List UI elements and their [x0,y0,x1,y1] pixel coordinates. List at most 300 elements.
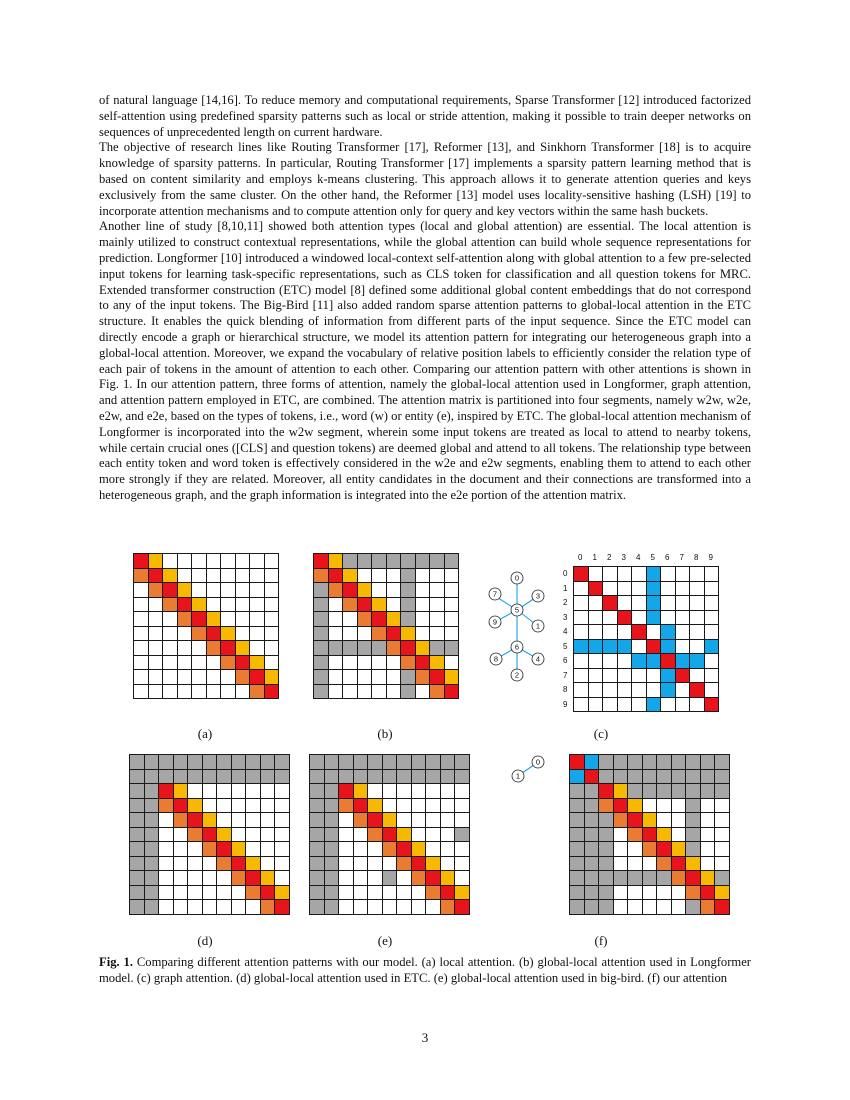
attention-cell [328,597,344,613]
attention-cell [309,827,325,843]
attention-cell [675,595,691,611]
attention-cell [584,870,600,886]
attention-cell [573,566,589,582]
attention-cell [206,611,222,627]
attention-cell [235,640,251,656]
attention-cell [700,812,716,828]
attention-cell [569,827,585,843]
attention-cell [148,684,164,700]
attention-cell [313,582,329,598]
attention-cell [429,655,445,671]
attention-cell [231,856,247,872]
attention-cell [440,856,456,872]
attention-cell [671,754,687,770]
attention-cell [444,669,460,685]
attention-cell [260,899,276,915]
attention-cell [685,769,701,785]
attention-cell [309,899,325,915]
attention-cell [231,754,247,770]
attention-cell [148,568,164,584]
attention-cell [454,899,470,915]
attention-cell [660,581,676,597]
attention-cell [357,684,373,700]
attention-cell [129,783,145,799]
axis-label: 8 [694,553,699,562]
attention-cell [646,610,662,626]
attention-cell [602,668,618,684]
attention-cell [598,798,614,814]
attention-cell [274,769,290,785]
attention-cell [148,553,164,569]
attention-cell [400,553,416,569]
attention-cell [700,798,716,814]
attention-cell [260,812,276,828]
attention-cell [231,798,247,814]
attention-cell [386,684,402,700]
attention-cell [444,640,460,656]
attention-cell [613,841,629,857]
attention-cell [313,655,329,671]
attention-cell [704,653,720,669]
attention-cell [342,640,358,656]
attention-cell [627,856,643,872]
attention-cell [396,769,412,785]
attention-cell [353,754,369,770]
attention-cell [386,568,402,584]
attention-cell [206,640,222,656]
attention-cell [569,798,585,814]
attention-cell [400,568,416,584]
attention-cell [144,856,160,872]
attention-cell [602,697,618,713]
attention-cell [588,653,604,669]
attention-cell [231,812,247,828]
axis-label: 9 [563,699,568,709]
attention-cell [353,899,369,915]
attention-cell [177,626,193,642]
attention-cell [133,626,149,642]
attention-cell [162,655,178,671]
attention-cell [313,669,329,685]
attention-cell [411,812,427,828]
attention-cell [714,754,730,770]
attention-cell [313,568,329,584]
attention-cell [309,856,325,872]
attention-cell [444,626,460,642]
attention-cell [264,568,280,584]
attention-cell [187,769,203,785]
attention-cell [173,783,189,799]
attention-cell [675,668,691,684]
attention-cell [656,754,672,770]
attention-cell [689,653,705,669]
attention-cell [249,568,265,584]
attention-cell [396,885,412,901]
attention-cell [206,684,222,700]
attention-cell [274,798,290,814]
attention-cell [162,669,178,685]
graph-c [480,562,560,692]
attention-cell [328,655,344,671]
attention-cell [187,899,203,915]
subfigure-label-d: (d) [197,933,213,948]
attention-cell [675,624,691,640]
graph-c-node-label: 4 [535,654,541,664]
attention-cell [144,812,160,828]
attention-cell [631,697,647,713]
attention-cell [602,682,618,698]
attention-cell [367,827,383,843]
attention-cell [162,568,178,584]
attention-cell [371,655,387,671]
attention-cell [573,668,589,684]
attention-cell [158,899,174,915]
attention-cell [216,885,232,901]
attention-cell [158,769,174,785]
attention-cell [396,798,412,814]
attention-cell [675,581,691,597]
attention-cell [353,841,369,857]
attention-cell [569,754,585,770]
attention-cell [148,655,164,671]
attention-cell [700,870,716,886]
attention-cell [162,684,178,700]
attention-cell [371,568,387,584]
attention-cell [249,597,265,613]
attention-cell [177,669,193,685]
attention-cell [264,684,280,700]
attention-cell [342,684,358,700]
attention-cell [357,640,373,656]
attention-cell [440,783,456,799]
attention-cell [367,783,383,799]
attention-cell [584,856,600,872]
graph-c-node-label: 1 [535,621,541,631]
attention-cell [689,566,705,582]
attention-cell [675,566,691,582]
attention-cell [700,856,716,872]
attention-cell [313,626,329,642]
attention-cell [144,870,160,886]
attention-cell [206,669,222,685]
attention-cell [177,553,193,569]
attention-cell [206,553,222,569]
attention-cell [656,870,672,886]
axis-label: 9 [708,553,713,562]
attention-cell [444,597,460,613]
attention-grid-c [573,566,718,711]
attention-cell [342,655,358,671]
attention-cell [569,870,585,886]
attention-cell [245,769,261,785]
attention-cell [400,655,416,671]
attention-cell [454,812,470,828]
attention-cell [216,827,232,843]
attention-cell [357,568,373,584]
attention-cell [584,754,600,770]
attention-cell [371,597,387,613]
attention-cell [367,885,383,901]
attention-cell [338,798,354,814]
attention-cell [173,841,189,857]
attention-cell [444,655,460,671]
axis-label: 4 [563,627,568,636]
attention-cell [685,827,701,843]
attention-cell [274,783,290,799]
attention-cell [342,582,358,598]
attention-cell [440,899,456,915]
attention-cell [415,553,431,569]
attention-cell [324,827,340,843]
attention-cell [367,899,383,915]
attention-cell [187,798,203,814]
attention-cell [328,553,344,569]
attention-cell [382,885,398,901]
attention-cell [656,812,672,828]
attention-cell [396,899,412,915]
attention-cell [173,812,189,828]
attention-cell [689,581,705,597]
attention-cell [573,595,589,611]
attention-cell [671,870,687,886]
attention-cell [429,684,445,700]
attention-cell [411,798,427,814]
attention-cell [444,611,460,627]
attention-cell [689,668,705,684]
attention-cell [133,611,149,627]
attention-cell [129,827,145,843]
attention-cell [338,812,354,828]
attention-cell [148,640,164,656]
attention-cell [235,597,251,613]
attention-cell [429,597,445,613]
attention-cell [191,684,207,700]
attention-cell [660,595,676,611]
attention-cell [396,812,412,828]
attention-cell [646,668,662,684]
attention-cell [367,856,383,872]
attention-cell [613,783,629,799]
page-number: 3 [421,1030,429,1045]
attention-cell [191,582,207,598]
attention-cell [187,812,203,828]
attention-cell [202,885,218,901]
attention-cell [454,885,470,901]
attention-cell [425,812,441,828]
attention-cell [353,856,369,872]
attention-cell [144,754,160,770]
axis-label: 0 [563,569,568,578]
attention-cell [220,597,236,613]
axis-label: 3 [621,553,626,562]
attention-cell [671,841,687,857]
attention-cell [328,640,344,656]
attention-cell [573,639,589,655]
attention-cell [646,639,662,655]
attention-cell [656,798,672,814]
attention-cell [627,870,643,886]
attention-cell [260,856,276,872]
attention-cell [598,870,614,886]
attention-cell [260,754,276,770]
attention-cell [617,566,633,582]
attention-cell [602,610,618,626]
axis-label: 5 [563,641,568,651]
attention-cell [685,754,701,770]
attention-cell [206,597,222,613]
attention-cell [454,783,470,799]
attention-cell [400,684,416,700]
attention-cell [411,783,427,799]
attention-cell [324,812,340,828]
attention-cell [627,798,643,814]
attention-cell [129,856,145,872]
attention-cell [324,885,340,901]
subfigure-label-f: (f) [594,933,608,948]
attention-cell [367,812,383,828]
attention-cell [704,566,720,582]
attention-cell [631,595,647,611]
attention-cell [177,640,193,656]
attention-cell [382,754,398,770]
axis-label: 5 [650,553,655,562]
attention-cell [400,626,416,642]
attention-cell [353,870,369,886]
attention-cell [371,553,387,569]
attention-cell [631,639,647,655]
attention-cell [216,754,232,770]
attention-cell [129,885,145,901]
attention-cell [598,783,614,799]
attention-cell [685,870,701,886]
attention-cell [206,655,222,671]
attention-cell [191,568,207,584]
axis-label: 3 [563,612,568,622]
attention-cell [313,684,329,700]
attention-cell [704,697,720,713]
attention-cell [386,553,402,569]
attention-cell [382,798,398,814]
attention-cell [264,626,280,642]
attention-cell [382,769,398,785]
attention-cell [646,653,662,669]
attention-cell [231,870,247,886]
attention-cell [220,684,236,700]
attention-cell [177,568,193,584]
attention-cell [675,682,691,698]
attention-cell [220,568,236,584]
attention-cell [328,611,344,627]
attention-cell [264,669,280,685]
attention-cell [313,611,329,627]
attention-cell [191,655,207,671]
attention-cell [689,682,705,698]
attention-cell [342,568,358,584]
attention-cell [173,899,189,915]
attention-cell [357,582,373,598]
attention-cell [187,754,203,770]
attention-grid-a [133,553,278,698]
attention-cell [425,870,441,886]
attention-grid-f [569,754,729,914]
attention-cell [588,682,604,698]
attention-cell [235,655,251,671]
attention-cell [231,841,247,857]
attention-cell [324,856,340,872]
attention-cell [162,640,178,656]
axis-label: 1 [592,553,597,562]
attention-cell [187,827,203,843]
attention-cell [646,682,662,698]
attention-cell [714,899,730,915]
attention-cell [584,798,600,814]
attention-cell [598,856,614,872]
attention-cell [324,798,340,814]
attention-cell [313,640,329,656]
attention-cell [173,769,189,785]
attention-cell [440,870,456,886]
attention-cell [144,798,160,814]
attention-cell [187,841,203,857]
attention-cell [338,870,354,886]
attention-cell [158,754,174,770]
attention-cell [440,841,456,857]
attention-cell [689,624,705,640]
attention-cell [328,582,344,598]
attention-cell [231,885,247,901]
attention-cell [309,885,325,901]
attention-cell [133,640,149,656]
attention-cell [249,669,265,685]
attention-cell [704,639,720,655]
attention-cell [685,783,701,799]
attention-cell [148,611,164,627]
attention-cell [260,827,276,843]
attention-cell [342,553,358,569]
attention-cell [353,812,369,828]
attention-cell [685,798,701,814]
attention-cell [617,639,633,655]
axis-label: 0 [578,553,583,562]
attention-cell [235,553,251,569]
attention-cell [202,841,218,857]
attention-cell [573,653,589,669]
attention-cell [425,856,441,872]
attention-cell [206,626,222,642]
axis-label: 6 [563,656,568,665]
attention-cell [133,597,149,613]
attention-cell [133,553,149,569]
attention-cell [642,870,658,886]
attention-cell [264,655,280,671]
attention-cell [671,827,687,843]
attention-cell [400,597,416,613]
attention-cell [429,582,445,598]
attention-cell [602,581,618,597]
attention-cell [598,899,614,915]
attention-cell [249,684,265,700]
attention-cell [573,624,589,640]
attention-cell [613,899,629,915]
attention-cell [158,841,174,857]
attention-cell [357,669,373,685]
attention-cell [573,581,589,597]
attention-cell [249,553,265,569]
attention-cell [400,611,416,627]
attention-cell [162,597,178,613]
attention-cell [400,669,416,685]
attention-cell [598,812,614,828]
